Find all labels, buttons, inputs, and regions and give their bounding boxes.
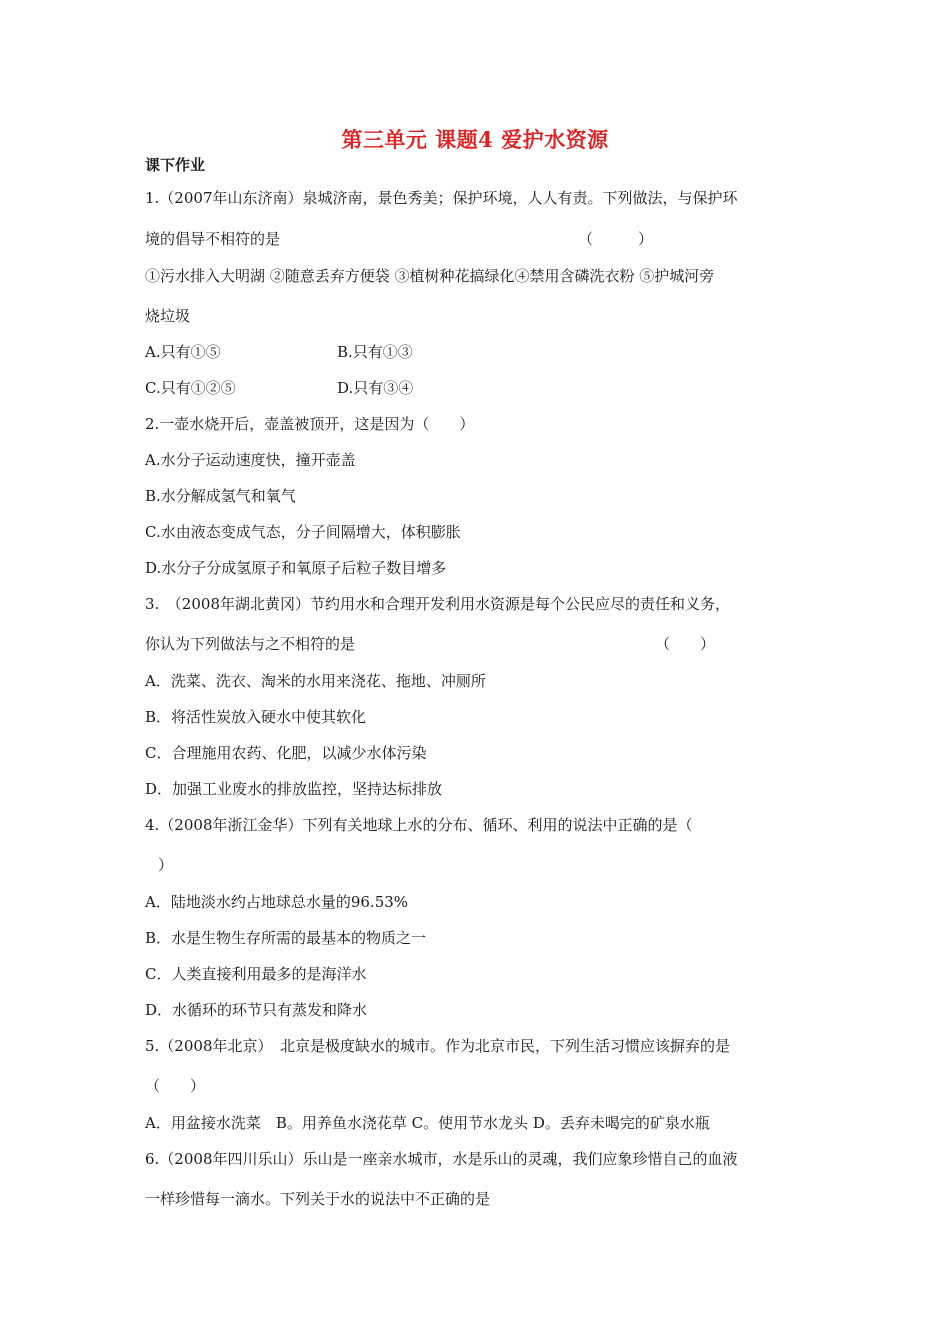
q1-option-b: B.只有①③ <box>337 343 413 361</box>
q1-stem-line2: 境的倡导不相符的是 <box>145 230 281 248</box>
q3-option-c: C．合理施用农药、化肥，以减少水体污染 <box>145 744 427 762</box>
q4-option-d: D．水循环的环节只有蒸发和降水 <box>145 1001 368 1019</box>
q5-stem-line2: （ ） <box>145 1077 206 1095</box>
q3-stem-line1: 3. （2008年湖北黄冈）节约用水和合理开发利用水资源是每个公民应尽的责任和义务， <box>145 595 730 613</box>
q1-items-line1: ①污水排入大明湖 ②随意丢弃方便袋 ③植树种花搞绿化④禁用含磷洗衣粉 ⑤护城河旁 <box>145 267 715 285</box>
q2-option-a: A.水分子运动速度快，撞开壶盖 <box>145 451 356 469</box>
q3-option-b: B．将活性炭放入硬水中使其软化 <box>145 708 367 726</box>
q3-stem-line2: 你认为下列做法与之不相符的是 <box>145 635 356 653</box>
q1-option-a: A.只有①⑤ <box>145 343 221 361</box>
q2-option-d: D.水分子分成氢原子和氧原子后粒子数目增多 <box>145 559 447 577</box>
q4-option-a: A．陆地淡水约占地球总水量的96.53% <box>145 893 409 911</box>
q1-items-line2: 烧垃圾 <box>145 307 191 325</box>
q4-option-b: B．水是生物生存所需的最基本的物质之一 <box>145 929 427 947</box>
q4-stem-line2: ） <box>158 856 174 874</box>
q4-stem-line1: 4.（2008年浙江金华）下列有关地球上水的分布、循环、利用的说法中正确的是（ <box>145 816 693 834</box>
q5-stem-line1: 5.（2008年北京） 北京是极度缺水的城市。作为北京市民，下列生活习惯应该摒弃的是 <box>145 1037 730 1055</box>
q3-option-a: A．洗菜、洗衣、淘米的水用来浇花、拖地、冲厕所 <box>145 672 486 690</box>
q6-stem-line2: 一样珍惜每一滴水。下列关于水的说法中不正确的是 <box>145 1190 491 1208</box>
q6-stem-line1: 6.（2008年四川乐山）乐山是一座亲水城市，水是乐山的灵魂，我们应象珍惜自己的血液 <box>145 1150 738 1168</box>
q5-options: A．用盆接水洗菜 B。用养鱼水浇花草 C。使用节水龙头 D。丢弃未喝完的矿泉水瓶 <box>145 1114 710 1132</box>
q2-option-b: B.水分解成氢气和氧气 <box>145 487 296 505</box>
document-title: 第三单元 课题4 爱护水资源 <box>341 127 609 152</box>
q1-option-c: C.只有①②⑤ <box>145 379 236 397</box>
q2-stem: 2.一壶水烧开后，壶盖被顶开，这是因为（ ） <box>145 415 475 433</box>
q1-option-d: D.只有③④ <box>337 379 414 397</box>
section-heading: 课下作业 <box>145 156 206 174</box>
q1-answer-blank: （ ） <box>578 230 654 248</box>
q3-answer-blank: （ ） <box>655 635 716 653</box>
q3-option-d: D．加强工业废水的排放监控，坚持达标排放 <box>145 780 443 798</box>
q1-stem-line1: 1.（2007年山东济南）泉城济南，景色秀美；保护环境，人人有责。下列做法，与保护环 <box>145 189 738 207</box>
q2-option-c: C.水由液态变成气态，分子间隔增大，体积膨胀 <box>145 523 461 541</box>
q4-option-c: C．人类直接利用最多的是海洋水 <box>145 965 367 983</box>
